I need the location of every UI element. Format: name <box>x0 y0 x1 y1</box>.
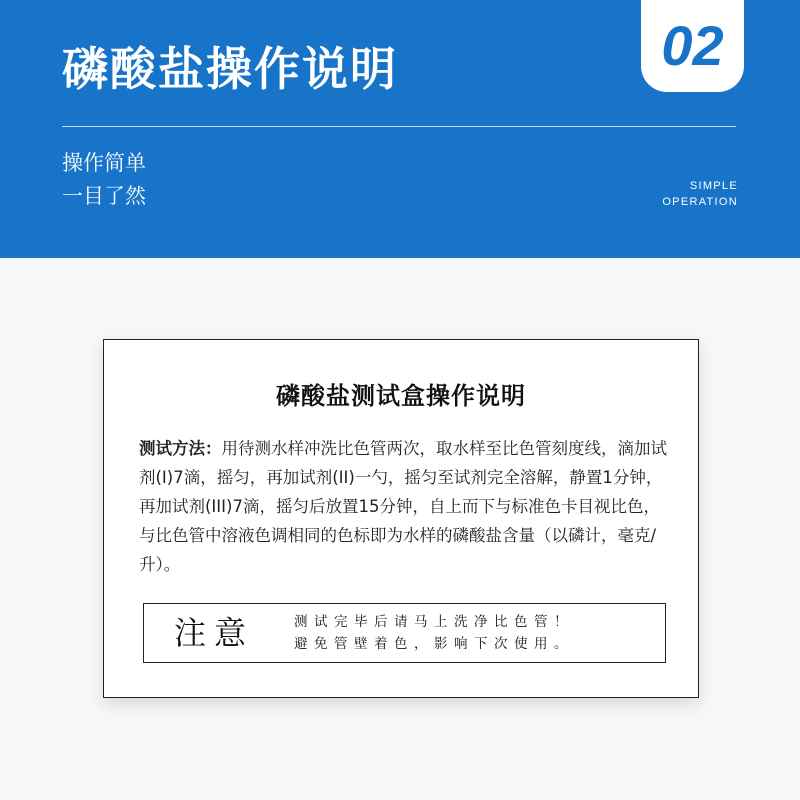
english-caption-line-1: SIMPLE <box>689 180 738 192</box>
instruction-card <box>103 339 699 698</box>
page-title: 磷酸盐操作说明 <box>62 42 398 96</box>
test-method-paragraph <box>139 434 669 579</box>
method-text: 用待测水样冲洗比色管两次，取水样至比色管刻度线，滴加试剂(I)7滴，摇匀，再加试剂(II)一勺，摇匀至试剂完全溶解，静置1分钟，再加试剂(III)7滴，摇匀后放置15分钟，自上而下与标准色卡目视比色，与比色管中溶液色调相同的色标即为水样的磷酸盐含量（以磷计，毫克/升）。 <box>139 439 667 574</box>
tagline-line-2: 一目了然 <box>62 184 146 208</box>
english-caption-line-2: OPERATION <box>662 196 738 208</box>
method-label: 测试方法： <box>139 439 222 458</box>
notice-box <box>143 603 666 663</box>
section-number-badge <box>641 0 744 92</box>
section-number: 02 <box>661 14 724 77</box>
header-divider <box>62 126 736 127</box>
english-caption <box>662 178 738 210</box>
header-banner <box>0 0 800 258</box>
notice-title: 注意 <box>174 614 255 652</box>
notice-line-1: 测试完毕后请马上洗净比色管！ <box>294 614 574 630</box>
notice-line-2: 避免管壁着色，影响下次使用。 <box>294 636 574 652</box>
card-title: 磷酸盐测试盒操作说明 <box>276 382 526 410</box>
tagline-line-1: 操作简单 <box>62 151 146 175</box>
